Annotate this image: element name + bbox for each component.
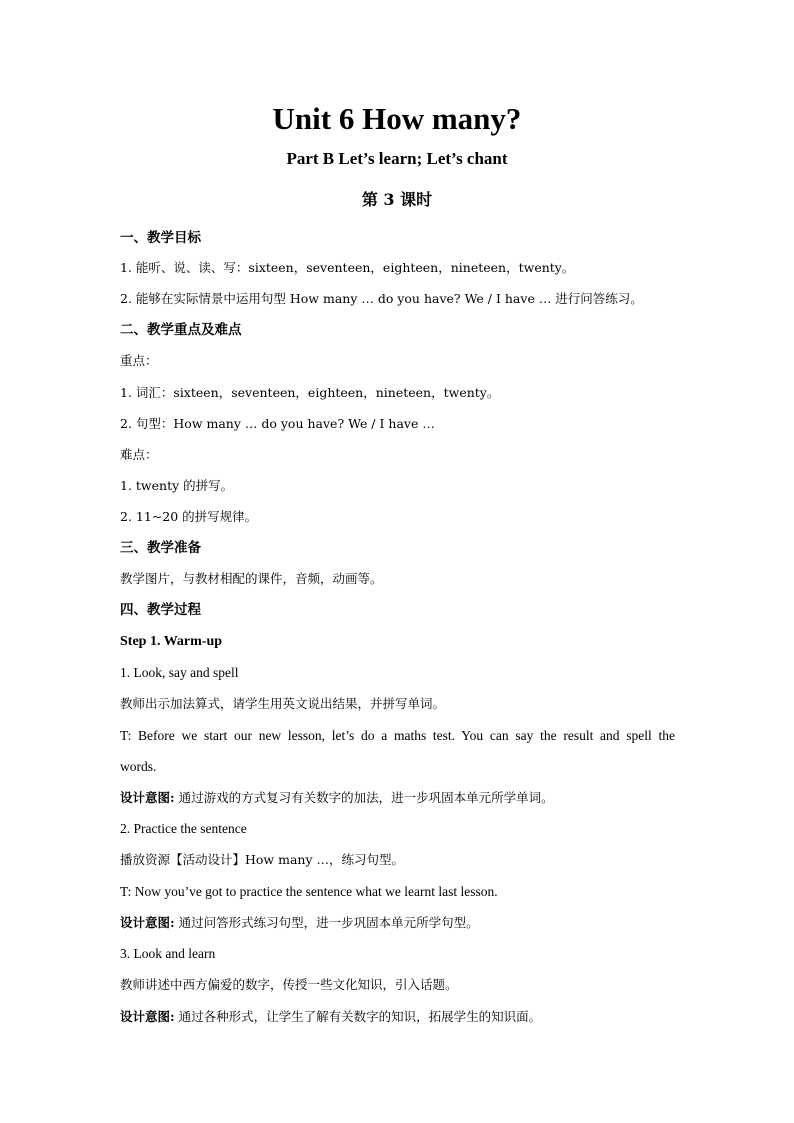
activity-title-3: 3. Look and learn [120,946,216,961]
section-heading-preparation: 三、教学准备 [120,540,201,556]
design-intent-2 [120,913,675,933]
activity-title-1: 1. Look, say and spell [120,665,239,680]
key-point-item-2: 2. 句型：How many … do you have? We / I have … [120,416,435,431]
difficulty-item-2: 2. 11~20 的拼写规律。 [120,509,258,524]
design-intent-label: 设计意图: [120,915,175,930]
difficulties-label: 难点： [120,447,158,462]
design-intent-text: 通过各种形式，让学生了解有关数字的知识，拓展学生的知识面。 [174,1009,542,1024]
design-intent-1 [120,788,675,808]
key-point-item-1: 1. 词汇：sixteen，seventeen，eighteen，nineteen，twenty。 [120,385,500,400]
design-intent-text: 通过游戏的方式复习有关数字的加法，进一步巩固本单元所学单词。 [174,790,554,805]
section-heading-process: 四、教学过程 [120,602,201,618]
activity-title-2: 2. Practice the sentence [120,821,247,836]
objective-item-2: 2. 能够在实际情景中运用句型 How many … do you have? We / I have … 进行问答练习。 [120,291,643,306]
activity-text-1: 教师出示加法算式，请学生用英文说出结果，并拼写单词。 [120,696,446,711]
document-title: Unit 6 How many? [272,101,522,136]
step-heading-warm-up: Step 1. Warm-up [120,634,223,649]
design-intent-3 [120,1007,675,1027]
teacher-line-2: T: Now you’ve got to practice the sentence what we learnt last lesson. [120,884,498,899]
key-points-label: 重点： [120,353,158,368]
preparation-text: 教学图片，与教材相配的课件，音频，动画等。 [120,571,383,586]
activity-text-2: 播放资源【活动设计】How many …，练习句型。 [120,852,404,867]
lesson-number: 第 3 课时 [361,190,433,209]
objective-item-1: 1. 能听、说、读、写：sixteen，seventeen，eighteen，nineteen，twenty。 [120,260,575,275]
teacher-line-1a: T: Before we start our new lesson, let’s do a maths test. You can say the result and spell the [120,728,675,743]
section-heading-objectives: 一、教学目标 [120,230,201,246]
difficulty-item-1: 1. twenty 的拼写。 [120,478,234,493]
design-intent-label: 设计意图: [120,790,175,805]
design-intent-label: 设计意图: [120,1009,175,1024]
activity-text-3: 教师讲述中西方偏爱的数字，传授一些文化知识，引入话题。 [120,977,458,992]
design-intent-text: 通过问答形式练习句型，进一步巩固本单元所学句型。 [174,915,479,930]
document-subtitle: Part B Let’s learn; Let’s chant [286,149,508,168]
teacher-line-1b: words. [120,759,157,774]
section-heading-key-points: 二、教学重点及难点 [120,322,242,338]
